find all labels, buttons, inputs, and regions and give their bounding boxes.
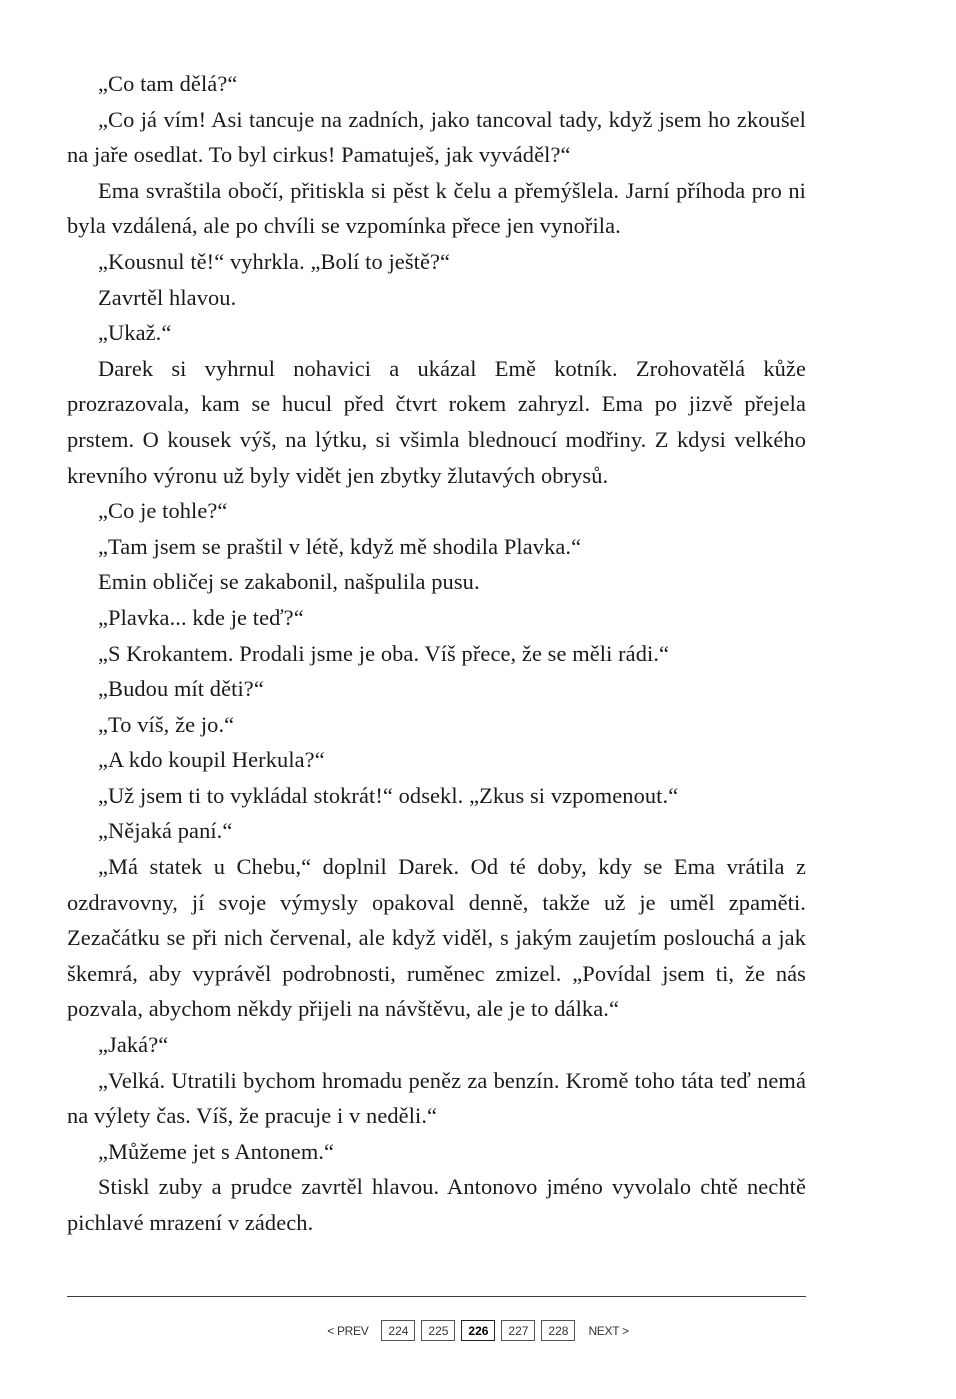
paragraph: „To víš, že jo.“ (98, 711, 235, 737)
prev-page-link[interactable]: < PREV (327, 1323, 369, 1338)
page-link-current[interactable]: 226 (461, 1320, 495, 1341)
paragraph: „Co já vím! Asi tancuje na zadních, jako tancoval tady, když jsem ho zkoušel na jaře osedlat. To byl cirkus! Pamatuješ, jak vyváděl?“ (67, 106, 806, 168)
paragraph: Emin obličej se zakabonil, našpulila pusu. (98, 569, 480, 595)
paragraph: Ema svraštila obočí, přitiskla si pěst k čelu a přemýšlela. Jarní příhoda pro ni byla vzdálená, ale po chvíli se vzpomínka přece jen vynořila. (67, 177, 806, 239)
paragraph: „Velká. Utratili bychom hromadu peněz za benzín. Kromě toho táta teď nemá na výlety čas. Víš, že pracuje i v neděli.“ (67, 1067, 806, 1129)
paragraph: „Nějaká paní.“ (98, 818, 233, 844)
paragraph: Zavrtěl hlavou. (98, 284, 237, 310)
paragraph: „Co tam dělá?“ (98, 71, 238, 96)
paragraph: „Ukaž.“ (98, 320, 172, 346)
paragraph: „Má statek u Chebu,“ doplnil Darek. Od té doby, kdy se Ema vrátila z ozdravovny, jí svoje výmysly opakoval denně, takže už je uměl zpaměti. Zezačátku se při nich červenal, ale když viděl, s jakým zaujetím poslouchá a jak škemrá, aby vyprávěl podrobnosti, ruměnec zmizel. „Povídal jsem ti, že nás pozvala, abychom někdy přijeli na návštěvu, ale je to dálka.“ (67, 854, 806, 1022)
page-link-224[interactable]: 224 (381, 1320, 415, 1341)
paragraph: „Tam jsem se praštil v létě, když mě shodila Plavka.“ (98, 533, 582, 559)
paragraph: „Jaká?“ (98, 1032, 169, 1058)
page-link-225[interactable]: 225 (421, 1320, 455, 1341)
page-link-228[interactable]: 228 (541, 1320, 575, 1341)
paragraph: „Už jsem ti to vykládal stokrát!“ odsekl. „Zkus si vzpomenout.“ (98, 782, 679, 808)
paragraph: „A kdo koupil Herkula?“ (98, 747, 325, 773)
paragraph: Darek si vyhrnul nohavici a ukázal Emě kotník. Zrohovatělá kůže prozrazovala, kam se hucul před čtvrt rokem zahryzl. Ema po jizvě přejela prstem. O kousek výš, na lýtku, si všimla blednoucí modřiny. Z kdysi velkého krevního výronu už byly vidět jen zbytky žlutavých obrysů. (67, 355, 806, 488)
next-page-link[interactable]: NEXT > (588, 1323, 629, 1338)
paragraph: „Plavka... kde je teď?“ (98, 604, 304, 630)
paragraph: Stiskl zuby a prudce zavrtěl hlavou. Antonovo jméno vyvolalo chtě nechtě pichlavé mrazení v zádech. (67, 1174, 806, 1235)
book-page-text (67, 66, 806, 1241)
paragraph: „Co je tohle?“ (98, 498, 228, 524)
pagination (0, 1320, 956, 1341)
paragraph: „Můžeme jet s Antonem.“ (98, 1138, 335, 1164)
paragraph: „S Krokantem. Prodali jsme je oba. Víš přece, že se měli rádi.“ (98, 640, 670, 666)
paragraph: „Kousnul tě!“ vyhrkla. „Bolí to ještě?“ (98, 248, 451, 274)
page-link-227[interactable]: 227 (501, 1320, 535, 1341)
footer-divider (67, 1296, 806, 1297)
paragraph: „Budou mít děti?“ (98, 676, 264, 702)
